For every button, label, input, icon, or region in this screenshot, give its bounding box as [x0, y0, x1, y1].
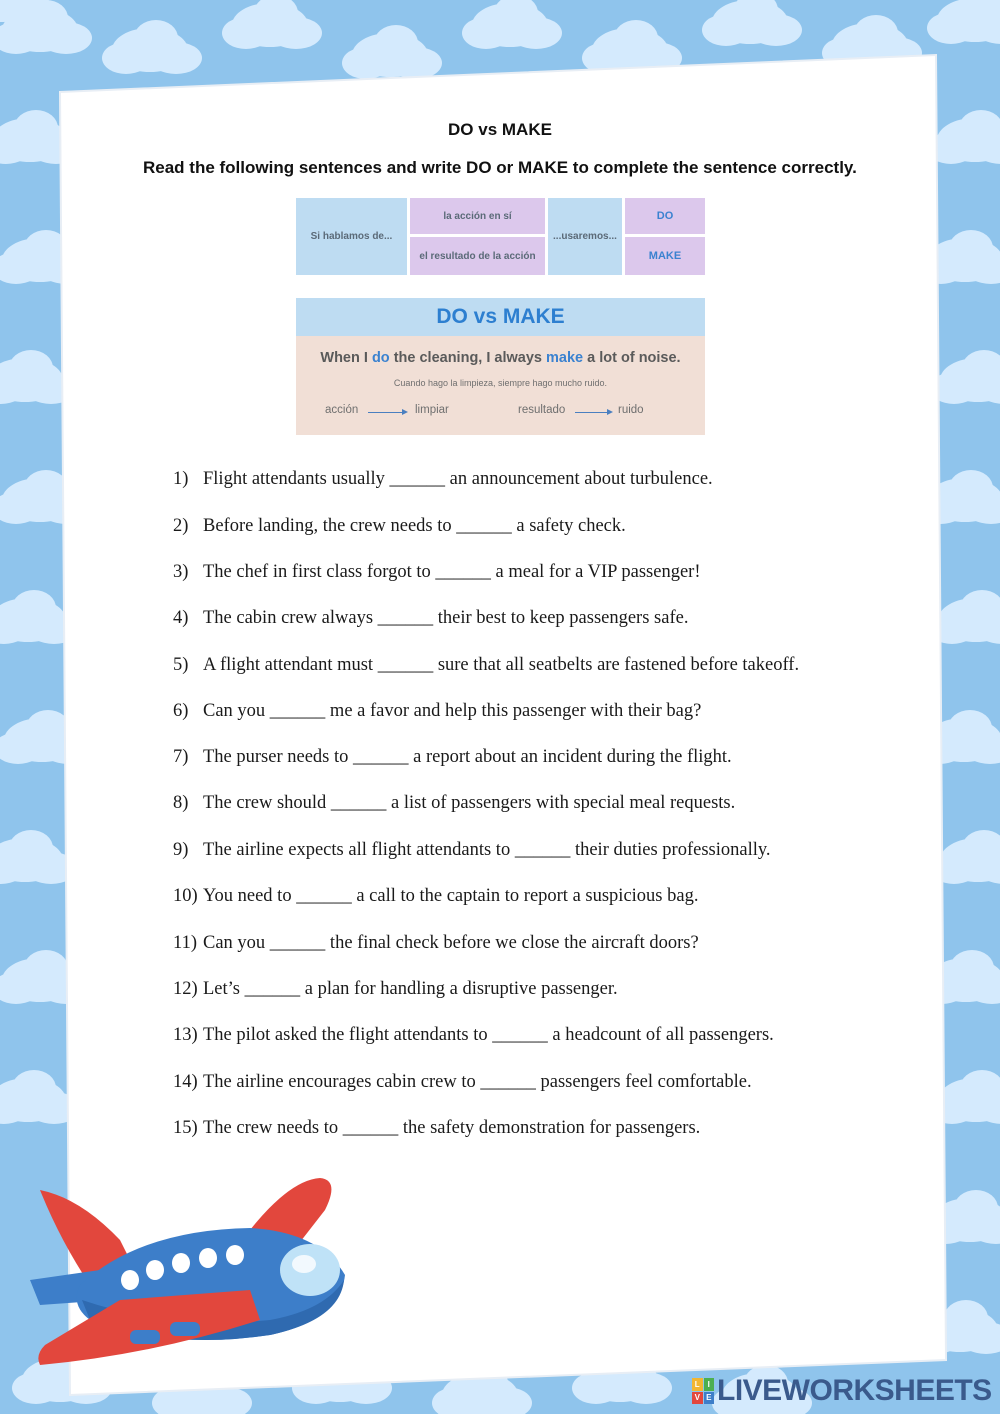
question-number: 1) [173, 469, 189, 489]
question-text: The airline encourages cabin crew to ______ passengers feel comfortable. [203, 1072, 752, 1092]
question-number: 12) [173, 979, 198, 999]
logo-letter: E [704, 1392, 715, 1405]
action-word: limpiar [415, 404, 449, 416]
sentence-part1: When I [320, 350, 372, 366]
question-item [173, 886, 698, 907]
example-sentence [296, 350, 705, 366]
question-text: A flight attendant must ______ sure that all seatbelts are fastened before takeoff. [203, 655, 800, 675]
instructions: Read the following sentences and write DO or MAKE to complete the sentence correctly. [143, 158, 857, 177]
do-cell: DO [625, 198, 705, 234]
question-item [173, 933, 699, 954]
question-item [173, 469, 713, 490]
question-number: 10) [173, 886, 198, 906]
example-body [296, 336, 705, 435]
logo-letter: V [692, 1392, 703, 1405]
logo-letter: L [692, 1378, 703, 1391]
question-item [173, 562, 700, 583]
example-heading: DO vs MAKE [296, 298, 705, 336]
brand-name: LIVEWORKSHEETS [717, 1374, 992, 1407]
question-text: The airline expects all flight attendants to ______ their duties professionally. [203, 840, 771, 860]
question-text: Before landing, the crew needs to ______ a safety check. [203, 516, 626, 536]
question-number: 2) [173, 516, 189, 536]
result-of-action-cell: el resultado de la acción [410, 237, 545, 275]
page-title: DO vs MAKE [448, 120, 552, 139]
question-item [173, 1025, 774, 1046]
arrow-icon [368, 412, 406, 413]
question-number: 4) [173, 608, 189, 628]
we-use-cell: ...usaremos... [548, 198, 622, 275]
action-label: acción [325, 404, 359, 416]
question-text: The crew needs to ______ the safety demonstration for passengers. [203, 1118, 701, 1138]
liveworksheets-logo-icon [692, 1378, 714, 1404]
question-number: 7) [173, 747, 189, 767]
question-item [173, 1072, 752, 1093]
action-itself-cell: la acción en sí [410, 198, 545, 234]
question-text: The chef in first class forgot to ______ a meal for a VIP passenger! [203, 562, 701, 582]
question-number: 9) [173, 840, 189, 860]
question-number: 3) [173, 562, 189, 582]
question-number: 6) [173, 701, 189, 721]
example-box [296, 298, 705, 435]
airplane-illustration [20, 1170, 360, 1365]
sentence-part2: the cleaning, I always [389, 350, 547, 366]
result-word: ruido [618, 404, 644, 416]
make-cell: MAKE [625, 237, 705, 275]
question-number: 8) [173, 793, 189, 813]
liveworksheets-brand [692, 1374, 992, 1408]
question-text: Can you ______ the final check before we close the aircraft doors? [203, 933, 699, 953]
question-text: The cabin crew always ______ their best to keep passengers safe. [203, 608, 689, 628]
result-label: resultado [518, 404, 566, 416]
question-item [173, 655, 799, 676]
question-item [173, 793, 735, 814]
question-text: Flight attendants usually ______ an announcement about turbulence. [203, 469, 713, 489]
keyword-do: do [371, 350, 390, 366]
question-item [173, 701, 701, 722]
keyword-make: make [546, 350, 584, 366]
example-translation: Cuando hago la limpieza, siempre hago mucho ruido. [393, 378, 608, 388]
if-we-talk-cell: Si hablamos de... [296, 198, 407, 275]
question-number: 14) [173, 1072, 198, 1092]
question-text: Can you ______ me a favor and help this passenger with their bag? [203, 701, 702, 721]
question-item [173, 608, 688, 629]
question-number: 13) [173, 1025, 198, 1045]
question-item [173, 747, 732, 768]
question-number: 15) [173, 1118, 198, 1138]
question-text: The pilot asked the flight attendants to ______ a headcount of all passengers. [203, 1025, 774, 1045]
question-text: The crew should ______ a list of passengers with special meal requests. [203, 793, 736, 813]
question-item [173, 840, 771, 861]
question-item [173, 516, 626, 537]
question-text: Let’s ______ a plan for handling a disruptive passenger. [203, 979, 618, 999]
logo-letter: I [704, 1378, 715, 1391]
question-text: You need to ______ a call to the captain to report a suspicious bag. [203, 886, 699, 906]
question-number: 5) [173, 655, 189, 675]
question-item [173, 1118, 700, 1139]
question-text: The purser needs to ______ a report about an incident during the flight. [203, 747, 732, 767]
arrow-icon [575, 412, 611, 413]
rule-table [296, 198, 705, 275]
sentence-part3: a lot of noise. [583, 350, 681, 366]
question-item [173, 979, 618, 1000]
question-number: 11) [173, 933, 197, 953]
